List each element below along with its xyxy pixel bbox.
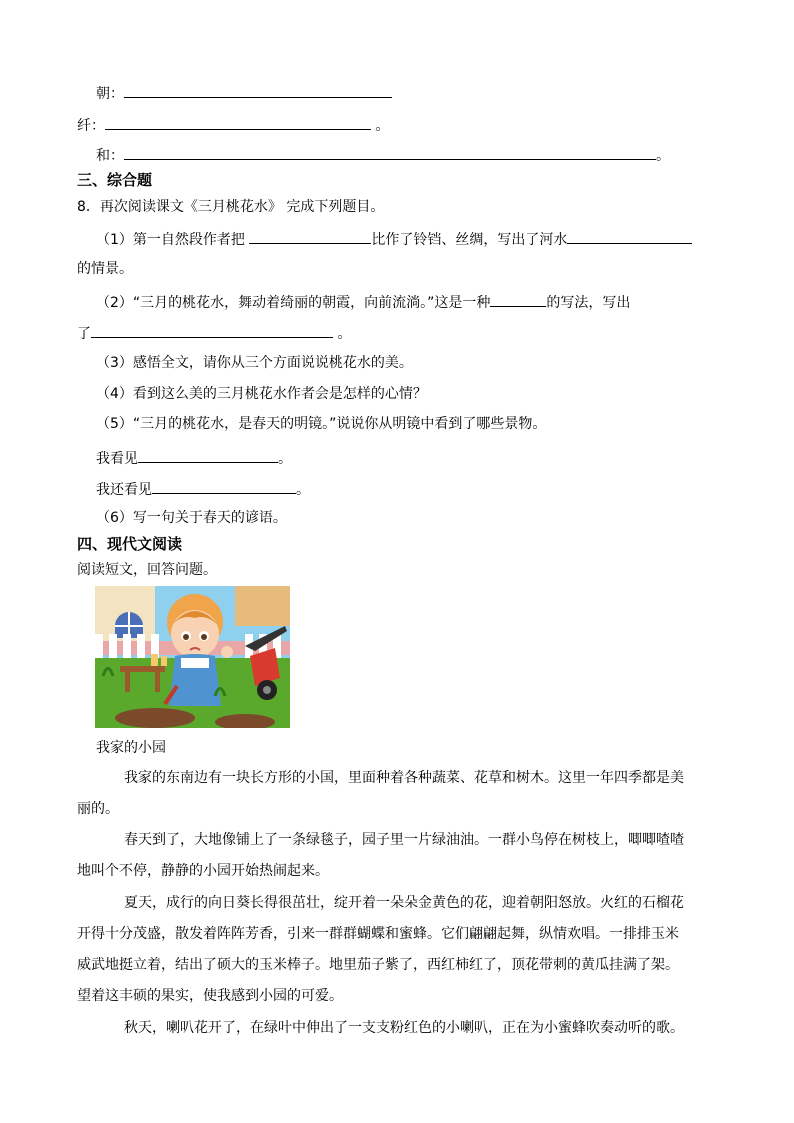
punct: 。: [656, 148, 670, 164]
passage-line: 开得十分茂盛，散发着阵阵芳香，引来一群群蝴蝶和蜜蜂。它们翩翩起舞，纵情欢唱。一排排玉米: [77, 926, 679, 942]
passage-line: 秋天，喇叭花开了，在绿叶中伸出了一支支粉红色的小喇叭，正在为小蜜蜂吹奏动听的歌。: [124, 1020, 684, 1036]
sub-question-3: （3）感悟全文，请你从三个方面说说桃花水的美。: [96, 355, 413, 371]
sub-question-2: [96, 291, 630, 313]
meaning-line-2: [77, 114, 389, 136]
q-text: （2）“三月的桃花水，舞动着绮丽的朝霞，向前流淌。”这是一种: [96, 295, 491, 311]
meaning-line-3: [96, 144, 670, 166]
answer-blank[interactable]: [490, 291, 546, 307]
passage-line: 我家的东南边有一块长方形的小国，里面种着各种蔬菜、花草和树木。这里一年四季都是美: [124, 770, 684, 786]
punct: 。: [375, 118, 390, 134]
passage-title: 我家的小园: [96, 740, 166, 756]
punct: 。: [296, 482, 310, 498]
question-stem: 8．再次阅读课文《三月桃花水》 完成下列题目。: [77, 199, 385, 215]
passage-line: 春天到了，大地像铺上了一条绿毯子，园子里一片绿油油。一群小鸟停在树枝上，唧唧喳喳: [124, 832, 684, 848]
answer-blank[interactable]: [91, 322, 333, 338]
sub-question-1-cont: 的情景。: [77, 261, 133, 277]
sub-question-6: （6）写一句关于春天的谚语。: [96, 510, 287, 526]
punct: 。: [337, 326, 352, 342]
answer-blank[interactable]: [105, 114, 371, 130]
answer-blank[interactable]: [124, 144, 656, 160]
section-title: 四、现代文阅读: [77, 535, 183, 553]
answer-blank[interactable]: [152, 478, 296, 494]
answer-blank[interactable]: [567, 228, 692, 244]
see-line-2: [96, 478, 310, 500]
punct: 。: [278, 451, 292, 467]
q-text: （1）第一自然段作者把: [96, 232, 250, 248]
passage-line: 地叫个不停，静静的小园开始热闹起来。: [77, 863, 329, 879]
passage-line: 丽的。: [77, 801, 119, 817]
q-text: 的写法，写出: [546, 295, 631, 311]
section-title: 三、综合题: [77, 171, 153, 189]
meaning-char: 朝：: [96, 86, 124, 102]
q-text: 我看见: [96, 451, 138, 467]
q-text: 比作了铃铛、丝绸，写出了河水: [371, 232, 568, 248]
answer-blank[interactable]: [249, 228, 371, 244]
meaning-line-1: [96, 82, 392, 104]
garden-illustration: [95, 586, 290, 728]
sub-question-2-cont: [77, 322, 351, 344]
sub-question-4: （4）看到这么美的三月桃花水作者会是怎样的心情？: [96, 386, 427, 402]
passage-line: 威武地挺立着，结出了硕大的玉米棒子。地里茄子紫了，西红柿红了，顶花带刺的黄瓜挂满了架。: [77, 957, 679, 973]
sub-question-5: （5）“三月的桃花水，是春天的明镜。”说说你从明镜中看到了哪些景物。: [96, 416, 547, 432]
meaning-char: 和：: [96, 148, 124, 164]
meaning-char: 纤：: [77, 118, 105, 134]
answer-blank[interactable]: [124, 82, 392, 98]
passage-line: 夏天，成行的向日葵长得很茁壮，绽开着一朵朵金黄色的花，迎着朝阳怒放。火红的石榴花: [124, 895, 684, 911]
see-line-1: [96, 447, 292, 469]
answer-blank[interactable]: [138, 447, 278, 463]
q-text: 了: [77, 326, 91, 342]
passage-line: 望着这丰硕的果实，使我感到小园的可爱。: [77, 988, 343, 1004]
sub-question-1: [96, 228, 692, 250]
instruction: 阅读短文，回答问题。: [77, 562, 217, 578]
q-text: 我还看见: [96, 482, 152, 498]
